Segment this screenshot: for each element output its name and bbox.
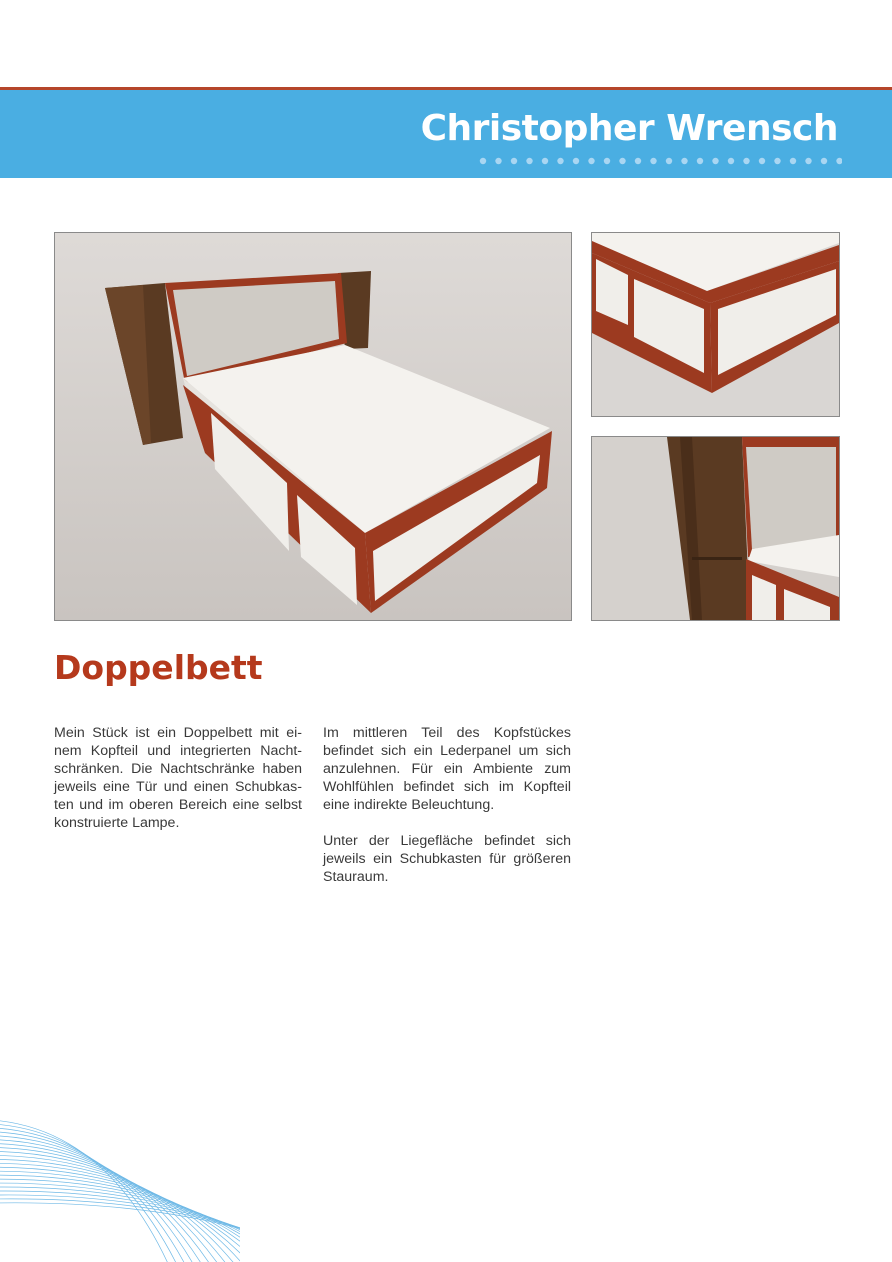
- header-dot: [697, 158, 703, 164]
- header-dot: [495, 158, 501, 164]
- header-dot: [511, 158, 517, 164]
- header-dot: [712, 158, 718, 164]
- decorative-arc: [0, 1159, 240, 1262]
- paragraph: Im mittleren Teil des Kopfstückes befindet sich ein Lederpanel um sich anzulehnen. Für ein Ambiente zum Wohlfühlen befindet sich im Kopfteil eine indirekte Beleuchtung.: [323, 725, 571, 813]
- decorative-arc: [0, 1127, 188, 1262]
- header-dot: [790, 158, 796, 164]
- header-dot: [759, 158, 765, 164]
- right-text-column: [323, 724, 571, 904]
- decorative-arc: [0, 1199, 240, 1262]
- header-dot: [650, 158, 656, 164]
- header-dot: [743, 158, 749, 164]
- paragraph: Mein Stück ist ein Doppelbett mit ei-nem Kopfteil und integrierten Nacht-schränken. Die Nachtschränke haben jeweils eine Tür und einen Schubkas-ten und im oberen Bereich eine selbst konstruierte Lampe.: [54, 725, 302, 831]
- left-text-column: [54, 724, 302, 850]
- decorative-arc: [0, 1195, 240, 1262]
- header-dot: [681, 158, 687, 164]
- nightstand-detail-photo: [591, 436, 840, 621]
- decorative-arc: [0, 1203, 240, 1262]
- header-dot: [557, 158, 563, 164]
- main-bed-photo: [54, 232, 572, 621]
- header-dot: [542, 158, 548, 164]
- author-name: Christopher Wrensch: [420, 108, 838, 149]
- page-title: Doppelbett: [54, 648, 263, 687]
- header-dot: [588, 158, 594, 164]
- header-dot: [635, 158, 641, 164]
- decorative-arcs: [0, 1110, 240, 1262]
- decorative-arc: [0, 1171, 240, 1262]
- header-dot: [526, 158, 532, 164]
- header-dot: [728, 158, 734, 164]
- decorative-arc: [0, 1131, 197, 1262]
- paragraph: Unter der Liegefläche befindet sich jeweils ein Schubkasten für größeren Stauraum.: [323, 833, 571, 885]
- header-dot: [604, 158, 610, 164]
- header-dot: [821, 158, 827, 164]
- header-dot: [836, 158, 842, 164]
- header-dot: [774, 158, 780, 164]
- decorative-arc: [0, 1135, 205, 1262]
- header-dot: [805, 158, 811, 164]
- bed-corner-detail-photo: [591, 232, 840, 417]
- header-dot-row: [478, 156, 842, 166]
- header-dot: [666, 158, 672, 164]
- header-dot: [619, 158, 625, 164]
- header-dot: [480, 158, 486, 164]
- header-dot: [573, 158, 579, 164]
